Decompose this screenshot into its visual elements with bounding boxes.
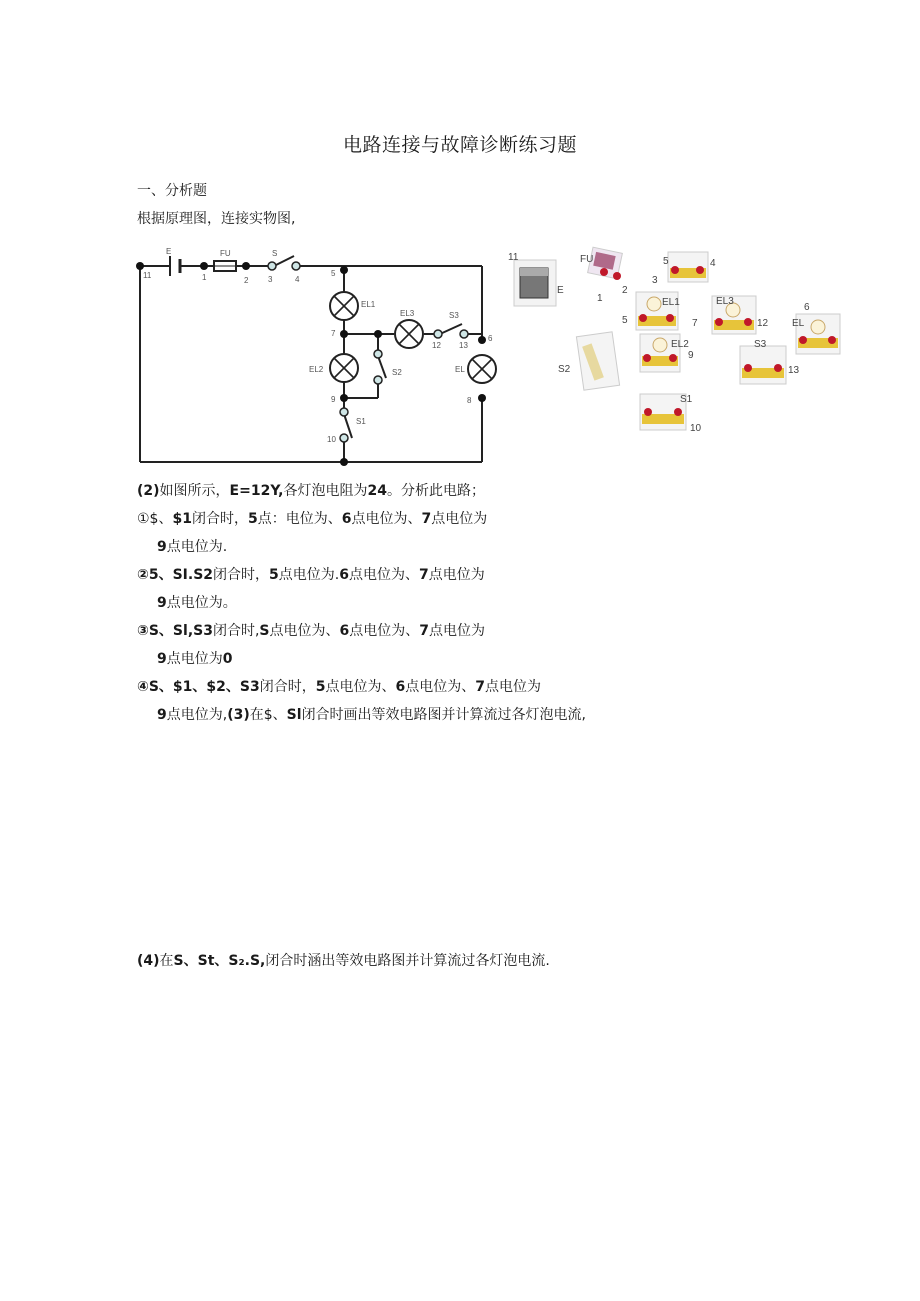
- svg-text:EL: EL: [792, 318, 805, 329]
- svg-text:5: 5: [663, 256, 669, 267]
- svg-text:12: 12: [757, 318, 769, 329]
- svg-text:FU: FU: [220, 249, 231, 258]
- svg-text:EL: EL: [455, 365, 465, 374]
- svg-text:6: 6: [488, 334, 493, 343]
- svg-text:3: 3: [652, 275, 658, 286]
- svg-text:EL2: EL2: [671, 339, 689, 350]
- svg-text:1: 1: [202, 273, 207, 282]
- svg-text:EL1: EL1: [662, 297, 680, 308]
- intro-text: 根据原理图，连接实物图,: [137, 211, 296, 227]
- svg-text:9: 9: [688, 350, 694, 361]
- svg-text:4: 4: [710, 258, 716, 269]
- section-heading: 一、分析题: [137, 183, 207, 199]
- battery-component: [514, 260, 556, 306]
- circuit-schematic: [130, 240, 500, 468]
- svg-text:2: 2: [244, 276, 249, 285]
- physical-components-illustration: [505, 240, 850, 440]
- svg-text:6: 6: [804, 302, 810, 313]
- svg-text:S1: S1: [356, 417, 366, 426]
- question-2-3-cont: 9点电位为0: [157, 651, 233, 667]
- svg-text:8: 8: [467, 396, 472, 405]
- question-2-2: ②5、SI.S2闭合时，5点电位为.6点电位为、7点电位为: [137, 567, 485, 583]
- svg-text:11: 11: [143, 271, 152, 280]
- svg-text:12: 12: [432, 341, 441, 350]
- svg-text:10: 10: [327, 435, 336, 444]
- question-2-4: ④S、$1、$2、S3闭合时，5点电位为、6点电位为、7点电位为: [137, 679, 541, 695]
- svg-text:EL3: EL3: [400, 309, 415, 318]
- svg-text:S2: S2: [392, 368, 402, 377]
- question-2-1: ①$、$1闭合时，5点：电位为、6点电位为、7点电位为: [137, 511, 488, 527]
- svg-text:11: 11: [508, 252, 519, 263]
- svg-text:5: 5: [331, 269, 336, 278]
- svg-text:EL3: EL3: [716, 296, 734, 307]
- question-2-1-cont: 9点电位为.: [157, 539, 228, 555]
- svg-text:S1: S1: [680, 394, 693, 405]
- svg-text:S3: S3: [754, 339, 767, 350]
- svg-text:13: 13: [788, 365, 800, 376]
- svg-text:EL1: EL1: [361, 300, 376, 309]
- svg-text:13: 13: [459, 341, 468, 350]
- question-2-3: ③S、Sl,S3闭合时,S点电位为、6点电位为、7点电位为: [137, 623, 486, 639]
- svg-text:7: 7: [692, 318, 698, 329]
- svg-text:FU: FU: [580, 254, 594, 265]
- svg-text:4: 4: [295, 275, 300, 284]
- svg-text:E: E: [166, 247, 172, 256]
- svg-text:E: E: [557, 285, 564, 296]
- page-title: 电路连接与故障诊断练习题: [342, 134, 577, 156]
- svg-text:3: 3: [268, 275, 273, 284]
- svg-text:S2: S2: [558, 364, 571, 375]
- svg-text:7: 7: [331, 329, 336, 338]
- svg-text:S: S: [272, 249, 278, 258]
- question-2-2-cont: 9点电位为。: [157, 595, 237, 611]
- svg-text:9: 9: [331, 395, 336, 404]
- svg-text:10: 10: [690, 423, 702, 434]
- svg-text:S3: S3: [449, 311, 459, 320]
- svg-text:1: 1: [597, 293, 603, 304]
- question-2: (2)如图所示，E=12Y,各灯泡电阻为24。分析此电路；: [137, 483, 485, 499]
- svg-text:5: 5: [622, 315, 628, 326]
- question-3: 9点电位为,(3)在$、Sl闭合时画出等效电路图并计算流过各灯泡电流,: [157, 707, 587, 723]
- question-4: (4)在S、St、S₂.S,闭合时涵出等效电路图并计算流过各灯泡电流.: [137, 953, 550, 969]
- svg-text:2: 2: [622, 285, 628, 296]
- svg-text:EL2: EL2: [309, 365, 324, 374]
